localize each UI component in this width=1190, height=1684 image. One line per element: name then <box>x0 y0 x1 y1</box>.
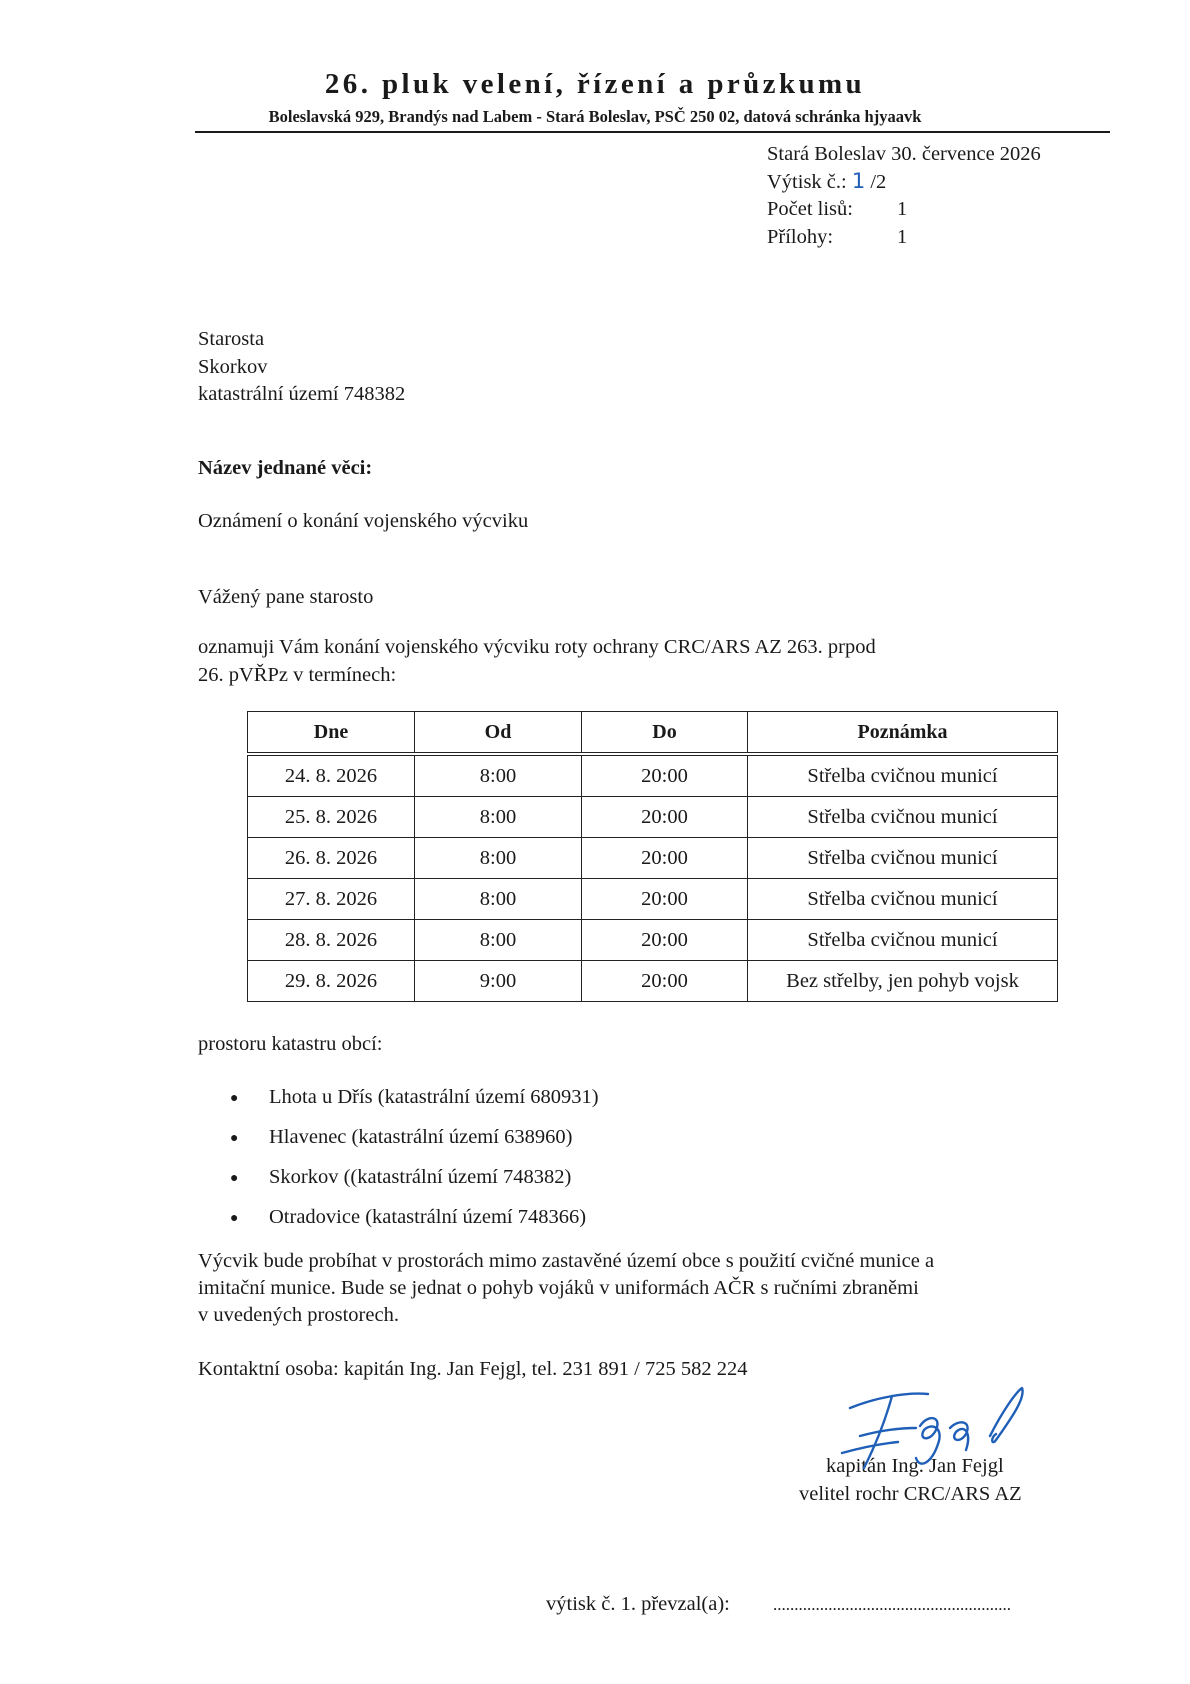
recipient-line-1: Starosta <box>198 328 265 350</box>
attachments-label: Přílohy: <box>767 226 834 248</box>
letterhead-divider <box>195 131 1110 133</box>
cell-date: 29. 8. 2026 <box>248 961 415 1002</box>
bullet-icon: ● <box>230 1171 239 1186</box>
paragraph-line-3: v uvedených prostorech. <box>198 1304 399 1326</box>
paragraph-line-1: Výcvik bude probíhat v prostorách mimo zastavěné území obce s použití cvičné munice a <box>198 1250 935 1272</box>
list-item: Skorkov ((katastrální území 748382) <box>269 1166 572 1188</box>
bullet-icon: ● <box>230 1091 239 1106</box>
cell-from: 8:00 <box>415 838 582 879</box>
table-row <box>248 879 1058 920</box>
page-count <box>767 196 967 223</box>
cell-to: 20:00 <box>582 754 748 797</box>
recipient-line-3: katastrální území 748382 <box>198 383 406 405</box>
area-intro: prostoru katastru obcí: <box>198 1033 383 1055</box>
letterhead-address: Boleslavská 929, Brandýs nad Labem - Stará Boleslav, PSČ 250 02, datová schránka hjyaavk <box>268 107 922 126</box>
list-item: Otradovice (katastrální území 748366) <box>269 1206 587 1228</box>
handwritten-signature <box>820 1378 1030 1488</box>
subject-text: Oznámení o konání vojenského výcviku <box>198 510 529 532</box>
copy-total: /2 <box>870 171 887 193</box>
recipient-line-2: Skorkov <box>198 356 268 378</box>
pages-label: Počet lisů: <box>767 198 853 220</box>
pages-value: 1 <box>897 198 908 220</box>
header-from: Od <box>415 712 582 755</box>
cell-from: 8:00 <box>415 797 582 838</box>
cell-to: 20:00 <box>582 961 748 1002</box>
receipt-label: výtisk č. 1. převzal(a): <box>546 1593 730 1615</box>
cell-from: 9:00 <box>415 961 582 1002</box>
cell-from: 8:00 <box>415 879 582 920</box>
cell-to: 20:00 <box>582 879 748 920</box>
table-row <box>248 797 1058 838</box>
copy-number <box>767 168 886 196</box>
schedule-table <box>247 711 1058 1002</box>
list-item: Hlavenec (katastrální území 638960) <box>269 1126 573 1148</box>
intro-line-2: 26. pVŘPz v termínech: <box>198 664 397 686</box>
salutation: Vážený pane starosto <box>198 586 374 608</box>
table-header-row <box>248 712 1058 755</box>
cell-note: Bez střelby, jen pohyb vojsk <box>748 961 1058 1002</box>
cell-from: 8:00 <box>415 920 582 961</box>
cell-note: Střelba cvičnou municí <box>748 920 1058 961</box>
table-row <box>248 961 1058 1002</box>
header-note: Poznámka <box>748 712 1058 755</box>
cell-date: 26. 8. 2026 <box>248 838 415 879</box>
table-row <box>248 754 1058 797</box>
cell-date: 27. 8. 2026 <box>248 879 415 920</box>
copy-label: Výtisk č.: <box>767 171 847 193</box>
table-row <box>248 838 1058 879</box>
attachments-value: 1 <box>897 226 908 248</box>
copy-handwritten-number: 1 <box>851 169 866 193</box>
cell-to: 20:00 <box>582 920 748 961</box>
cell-note: Střelba cvičnou municí <box>748 838 1058 879</box>
receipt-dotted-line: ........................................................ <box>773 1595 1011 1614</box>
cell-to: 20:00 <box>582 838 748 879</box>
contact-person: Kontaktní osoba: kapitán Ing. Jan Fejgl, tel. 231 891 / 725 582 224 <box>198 1358 748 1380</box>
header-to: Do <box>582 712 748 755</box>
subject-label: Název jednané věci: <box>198 457 373 479</box>
place-date: Stará Boleslav 30. července 2026 <box>767 143 1041 165</box>
cell-note: Střelba cvičnou municí <box>748 797 1058 838</box>
signatory-name: kapitán Ing. Jan Fejgl <box>826 1455 1004 1477</box>
cell-from: 8:00 <box>415 754 582 797</box>
cell-date: 24. 8. 2026 <box>248 754 415 797</box>
bullet-icon: ● <box>230 1211 239 1226</box>
cell-note: Střelba cvičnou municí <box>748 879 1058 920</box>
header-date: Dne <box>248 712 415 755</box>
list-item: Lhota u Dřís (katastrální území 680931) <box>269 1086 599 1108</box>
cell-date: 28. 8. 2026 <box>248 920 415 961</box>
signatory-role: velitel rochr CRC/ARS AZ <box>799 1483 1022 1505</box>
intro-line-1: oznamuji Vám konání vojenského výcviku roty ochrany CRC/ARS AZ 263. prpod <box>198 636 876 658</box>
cell-note: Střelba cvičnou municí <box>748 754 1058 797</box>
letterhead-title: 26. pluk velení, řízení a průzkumu <box>324 68 866 100</box>
bullet-icon: ● <box>230 1131 239 1146</box>
attachments <box>767 224 967 251</box>
table-row <box>248 920 1058 961</box>
paragraph-line-2: imitační munice. Bude se jednat o pohyb vojáků v uniformách AČR s ručními zbraněmi <box>198 1277 919 1299</box>
cell-date: 25. 8. 2026 <box>248 797 415 838</box>
cell-to: 20:00 <box>582 797 748 838</box>
